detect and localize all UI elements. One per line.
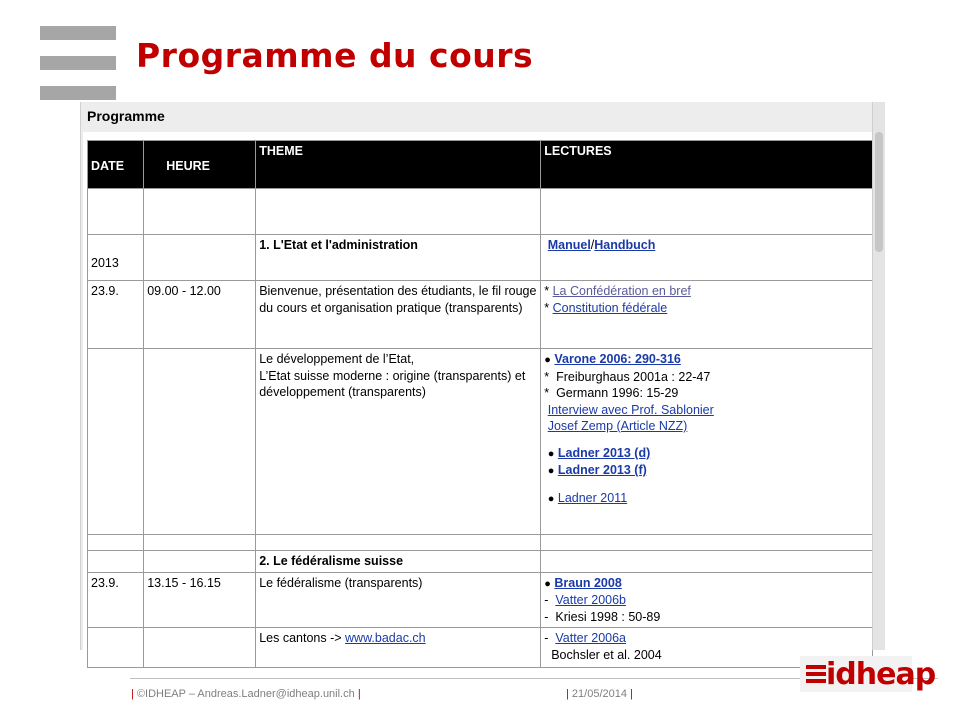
- table-row: [88, 281, 873, 349]
- cantons-text: Les cantons ->: [259, 631, 342, 645]
- page-scrollbar[interactable]: [872, 102, 885, 650]
- varone-link[interactable]: Varone 2006: 290-316: [554, 352, 681, 366]
- row-date: 23.9.: [88, 281, 144, 349]
- logo-text: idheap: [826, 657, 936, 692]
- bullet-icon: ●: [547, 492, 555, 505]
- row-time: 13.15 - 16.15: [144, 572, 256, 628]
- row-lectures: ● Braun 2008 - Vatter 2006b - Kriesi 1998 : 50-89: [541, 572, 873, 628]
- ladner-2011-link[interactable]: Ladner 2011: [557, 490, 628, 505]
- program-heading-bar: [83, 102, 873, 132]
- table-row-empty: [88, 189, 873, 235]
- table-row: [88, 349, 873, 535]
- program-screenshot: [80, 102, 885, 662]
- row-date: 23.9.: [88, 572, 144, 628]
- table-row: [88, 628, 873, 668]
- vatter-2006b-link[interactable]: Vatter 2006b: [555, 593, 627, 607]
- table-header-row: [88, 141, 873, 189]
- table-row: [88, 572, 873, 628]
- kriesi-text: Kriesi 1998 : 50-89: [555, 609, 661, 624]
- bar-2: [40, 56, 116, 70]
- logo-stripes: [806, 665, 826, 686]
- program-page: [83, 102, 873, 662]
- bar-3: [40, 86, 116, 100]
- row-lectures: * La Confédération en bref * Constitution fédérale: [541, 281, 873, 349]
- footer-credit: | ©IDHEAP – Andreas.Ladner@idheap.unil.ch |: [131, 688, 361, 700]
- bullet-icon: ●: [544, 577, 551, 590]
- column-header-theme: THEME: [256, 141, 541, 189]
- column-header-lectures: LECTURES: [541, 141, 873, 189]
- sablonier-interview-link[interactable]: Interview avec Prof. Sablonier: [547, 402, 714, 417]
- row-theme: [256, 349, 541, 535]
- table-row-section-1: [88, 235, 873, 281]
- section2-theme: 2. Le fédéralisme suisse: [256, 551, 541, 573]
- program-heading: Programme: [87, 108, 165, 124]
- scrollbar-thumb[interactable]: [875, 132, 883, 252]
- program-table: [87, 140, 873, 668]
- table-row-spacer: [88, 535, 873, 551]
- badac-link[interactable]: www.badac.ch: [345, 631, 426, 645]
- column-header-date: DATE: [88, 141, 144, 189]
- ladner-2013-d-link[interactable]: Ladner 2013 (d): [557, 445, 651, 460]
- idheap-logo: [800, 656, 936, 692]
- confederation-en-bref-link[interactable]: La Confédération en bref: [552, 284, 691, 298]
- row-time: 09.00 - 12.00: [144, 281, 256, 349]
- footer-date-text: 21/05/2014: [571, 688, 627, 700]
- footer-credit-text: ©IDHEAP – Andreas.Ladner@idheap.unil.ch: [136, 688, 355, 700]
- josef-zemp-link[interactable]: Josef Zemp (Article NZZ): [547, 419, 688, 433]
- column-header-time: HEURE: [144, 141, 256, 189]
- germann-text: Germann 1996: 15-29: [556, 386, 679, 400]
- handbuch-link[interactable]: Handbuch: [594, 238, 656, 252]
- braun-link[interactable]: Braun 2008: [554, 575, 622, 590]
- table-row-section-2: [88, 551, 873, 573]
- manuel-link[interactable]: Manuel: [547, 238, 591, 252]
- row-theme: Le fédéralisme (transparents): [256, 572, 541, 628]
- freiburghaus-text: Freiburghaus 2001a : 22-47: [556, 369, 711, 384]
- row-theme: [256, 628, 541, 668]
- bar-1: [40, 26, 116, 40]
- row-theme: Bienvenue, présentation des étudiants, le fil rouge du cours et organisation pratique (transparents): [256, 281, 541, 349]
- row-theme-line-1: Le développement de l’Etat,: [259, 352, 415, 366]
- footer-date: | 21/05/2014 |: [566, 688, 633, 700]
- bochsler-text: Bochsler et al. 2004: [551, 647, 662, 662]
- constitution-federale-link[interactable]: Constitution fédérale: [552, 300, 668, 315]
- row-lectures: ● Varone 2006: 290-316 * Freiburghaus 2001a : 22-47 * Germann 1996: 15-29 Interview avec Prof. Sablonier Josef Zemp (Article NZZ) ● Ladner 2013 (d) ● Ladner 2013 (f) ● Ladner 2011: [541, 349, 873, 535]
- section1-lectures: Manuel/Handbuch: [541, 235, 873, 281]
- row-lectures: - Vatter 2006a Bochsler et al. 2004: [541, 628, 873, 668]
- slide-title: Programme du cours: [136, 36, 534, 75]
- bullet-icon: ●: [547, 447, 555, 460]
- section1-theme: 1. L'Etat et l'administration: [256, 235, 541, 281]
- section1-year: 2013: [88, 235, 144, 281]
- vatter-2006a-link[interactable]: Vatter 2006a: [555, 631, 627, 645]
- bullet-icon: ●: [544, 354, 551, 366]
- bullet-icon: ●: [547, 465, 555, 477]
- ladner-2013-f-link[interactable]: Ladner 2013 (f): [557, 463, 647, 477]
- row-theme-line-2: L’Etat suisse moderne : origine (transparents) et développement (transparents): [259, 368, 526, 399]
